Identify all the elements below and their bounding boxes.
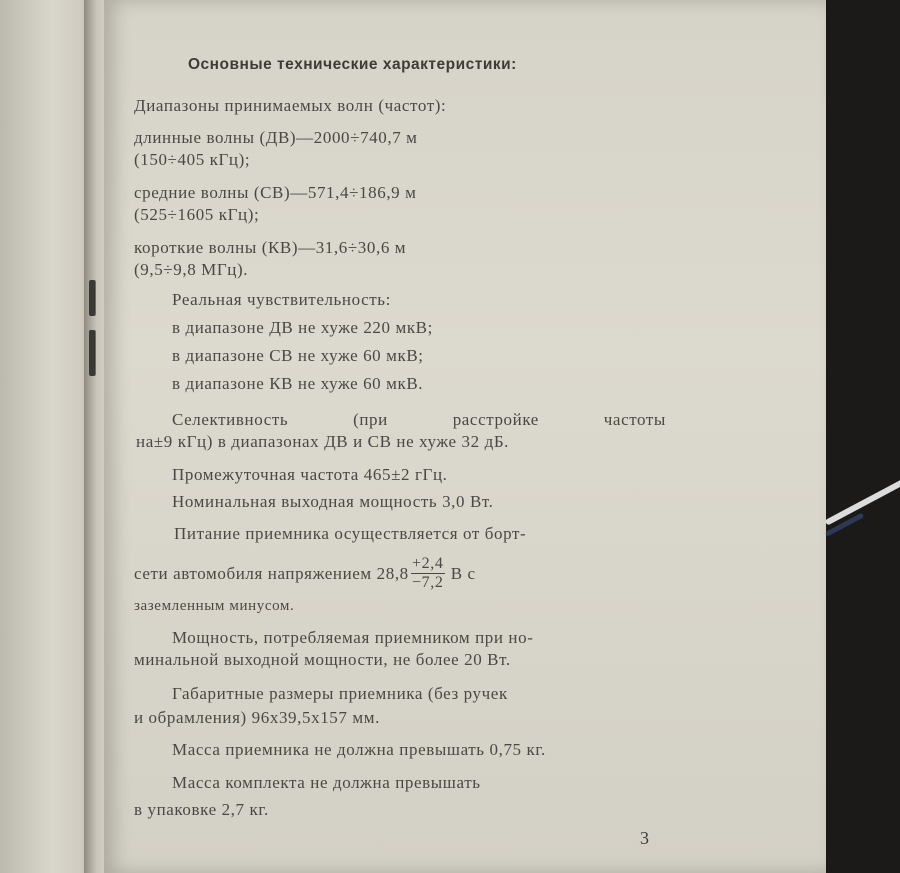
- text-line: Питание приемника осуществляется от борт-: [174, 524, 527, 543]
- text-fragment: сети автомобиля напряжением 28,8: [134, 563, 409, 583]
- text-line: Масса приемника не должна превышать 0,75 кг.: [172, 740, 546, 759]
- staple-top: [89, 280, 95, 316]
- page-title: Основные технические характеристики:: [188, 56, 517, 73]
- tolerance-plus: +2,4: [412, 555, 444, 572]
- text-line: в диапазоне КВ не хуже 60 мкВ.: [172, 374, 424, 393]
- text-line: (525÷1605 кГц);: [134, 205, 260, 224]
- text-line: короткие волны (КВ)—31,6÷30,6 м: [134, 238, 407, 257]
- text-word: Селективность: [172, 410, 289, 429]
- left-page-edge: [0, 0, 96, 873]
- text-line: в диапазоне СВ не хуже 60 мкВ;: [172, 346, 424, 365]
- text-line: длинные волны (ДВ)—2000÷740,7 м: [134, 128, 418, 147]
- text-line: Номинальная выходная мощность 3,0 Вт.: [172, 492, 494, 511]
- tolerance-minus: −7,2: [412, 574, 444, 591]
- text-line: заземленным минусом.: [134, 598, 295, 614]
- text-line: в упаковке 2,7 кг.: [134, 800, 269, 819]
- text-line: Мощность, потребляемая приемником при но-: [172, 628, 534, 647]
- text-line: Реальная чувствительность:: [172, 290, 391, 309]
- text-line: минальной выходной мощности, не более 20 Вт.: [134, 650, 511, 669]
- text-line: Габаритные размеры приемника (без ручек: [172, 684, 508, 703]
- text-line: Промежуточная частота 465±2 гГц.: [172, 465, 448, 484]
- text-line: Масса комплекта не должна превышать: [172, 773, 481, 792]
- text-line: на±9 кГц) в диапазонах ДВ и СВ не хуже 32 дБ.: [136, 432, 510, 451]
- text-line: (150÷405 кГц);: [134, 150, 251, 169]
- staple-bottom: [89, 330, 95, 376]
- page-number: 3: [640, 828, 650, 848]
- text-line: (9,5÷9,8 МГц).: [134, 260, 249, 279]
- text-word: частоты: [603, 410, 666, 429]
- text-word: (при: [353, 410, 388, 429]
- text-line: в диапазоне ДВ не хуже 220 мкВ;: [172, 318, 433, 337]
- text-line: средние волны (СВ)—571,4÷186,9 м: [134, 183, 417, 202]
- text-line: и обрамления) 96х39,5х157 мм.: [134, 708, 380, 727]
- text-fragment: В с: [450, 563, 476, 583]
- text-word: расстройке: [452, 410, 539, 429]
- text-line: Диапазоны принимаемых волн (частот):: [134, 96, 447, 115]
- voltage-tolerance: [411, 556, 445, 591]
- cable: [825, 478, 900, 526]
- selectivity-line: [172, 410, 666, 430]
- supply-voltage-line: [134, 556, 476, 591]
